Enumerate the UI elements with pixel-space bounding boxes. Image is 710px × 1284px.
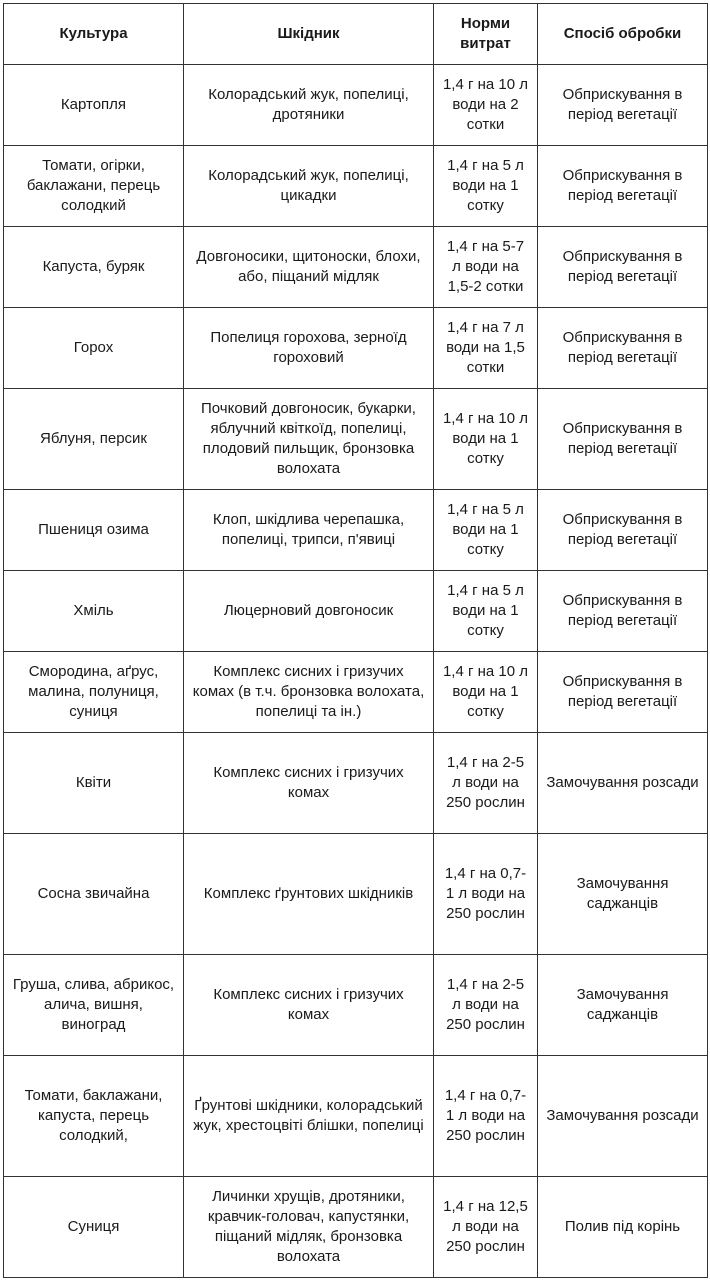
table-row <box>4 389 708 490</box>
cell-rate: 1,4 г на 2-5 л води на 250 рослин <box>434 733 538 834</box>
cell-crop: Капуста, буряк <box>4 227 184 308</box>
cell-pest: Комплекс сисних і гризучих комах <box>184 955 434 1056</box>
cell-pest: Личинки хрущів, дротяники, кравчик-головач, капустянки, піщаний мідляк, бронзовка волохата <box>184 1177 434 1278</box>
cell-method: Замочування саджанців <box>538 955 708 1056</box>
header-crop: Культура <box>4 4 184 65</box>
cell-pest: Ґрунтові шкідники, колорадський жук, хрестоцвіті блішки, попелиці <box>184 1056 434 1177</box>
cell-crop: Горох <box>4 308 184 389</box>
cell-pest: Попелиця горохова, зерноїд гороховий <box>184 308 434 389</box>
cell-rate: 1,4 г на 12,5 л води на 250 рослин <box>434 1177 538 1278</box>
cell-rate: 1,4 г на 7 л води на 1,5 сотки <box>434 308 538 389</box>
cell-rate: 1,4 г на 5 л води на 1 сотку <box>434 146 538 227</box>
table-row <box>4 227 708 308</box>
cell-rate: 1,4 г на 5 л води на 1 сотку <box>434 571 538 652</box>
cell-pest: Комплекс ґрунтових шкідників <box>184 834 434 955</box>
cell-method: Замочування розсади <box>538 733 708 834</box>
table-row <box>4 733 708 834</box>
table-row <box>4 955 708 1056</box>
cell-pest: Люцерновий довгоносик <box>184 571 434 652</box>
cell-crop: Картопля <box>4 65 184 146</box>
table-row <box>4 146 708 227</box>
table-row <box>4 1056 708 1177</box>
cell-rate: 1,4 г на 0,7-1 л води на 250 рослин <box>434 1056 538 1177</box>
cell-rate: 1,4 г на 5-7 л води на 1,5-2 сотки <box>434 227 538 308</box>
cell-pest: Колорадський жук, попелиці, цикадки <box>184 146 434 227</box>
cell-method: Обприскування в період вегетації <box>538 389 708 490</box>
cell-crop: Хміль <box>4 571 184 652</box>
cell-pest: Клоп, шкідлива черепашка, попелиці, трипси, п'явиці <box>184 490 434 571</box>
cell-rate: 1,4 г на 0,7-1 л води на 250 рослин <box>434 834 538 955</box>
cell-crop: Яблуня, персик <box>4 389 184 490</box>
cell-rate: 1,4 г на 2-5 л води на 250 рослин <box>434 955 538 1056</box>
header-row <box>4 4 708 65</box>
cell-pest: Довгоносики, щитоноски, блохи, або, піщаний мідляк <box>184 227 434 308</box>
header-method: Спосіб обробки <box>538 4 708 65</box>
table-row <box>4 652 708 733</box>
table-row <box>4 1177 708 1278</box>
table-row <box>4 490 708 571</box>
cell-crop: Смородина, аґрус, малина, полуниця, суниця <box>4 652 184 733</box>
cell-method: Обприскування в період вегетації <box>538 652 708 733</box>
cell-method: Полив під корінь <box>538 1177 708 1278</box>
header-pest: Шкідник <box>184 4 434 65</box>
cell-method: Обприскування в період вегетації <box>538 308 708 389</box>
cell-crop: Томати, баклажани, капуста, перець солодкий, <box>4 1056 184 1177</box>
pest-treatment-table <box>3 3 708 1278</box>
cell-rate: 1,4 г на 10 л води на 1 сотку <box>434 389 538 490</box>
cell-pest: Комплекс сисних і гризучих комах (в т.ч. бронзовка волохата, попелиці та ін.) <box>184 652 434 733</box>
table-row <box>4 65 708 146</box>
cell-method: Обприскування в період вегетації <box>538 490 708 571</box>
cell-method: Обприскування в період вегетації <box>538 146 708 227</box>
table-row <box>4 308 708 389</box>
cell-rate: 1,4 г на 5 л води на 1 сотку <box>434 490 538 571</box>
cell-crop: Сосна звичайна <box>4 834 184 955</box>
table-row <box>4 834 708 955</box>
cell-method: Обприскування в період вегетації <box>538 65 708 146</box>
cell-crop: Пшениця озима <box>4 490 184 571</box>
cell-pest: Комплекс сисних і гризучих комах <box>184 733 434 834</box>
cell-crop: Квіти <box>4 733 184 834</box>
cell-crop: Томати, огірки, баклажани, перець солодкий <box>4 146 184 227</box>
cell-pest: Колорадський жук, попелиці, дротяники <box>184 65 434 146</box>
cell-method: Замочування розсади <box>538 1056 708 1177</box>
cell-crop: Груша, слива, абрикос, алича, вишня, виноград <box>4 955 184 1056</box>
cell-rate: 1,4 г на 10 л води на 2 сотки <box>434 65 538 146</box>
cell-crop: Суниця <box>4 1177 184 1278</box>
header-rate: Норми витрат <box>434 4 538 65</box>
cell-method: Обприскування в період вегетації <box>538 227 708 308</box>
cell-method: Замочування саджанців <box>538 834 708 955</box>
cell-pest: Почковий довгоносик, букарки, яблучний квіткоїд, попелиці, плодовий пильщик, бронзовка волохата <box>184 389 434 490</box>
cell-rate: 1,4 г на 10 л води на 1 сотку <box>434 652 538 733</box>
table-row <box>4 571 708 652</box>
cell-method: Обприскування в період вегетації <box>538 571 708 652</box>
